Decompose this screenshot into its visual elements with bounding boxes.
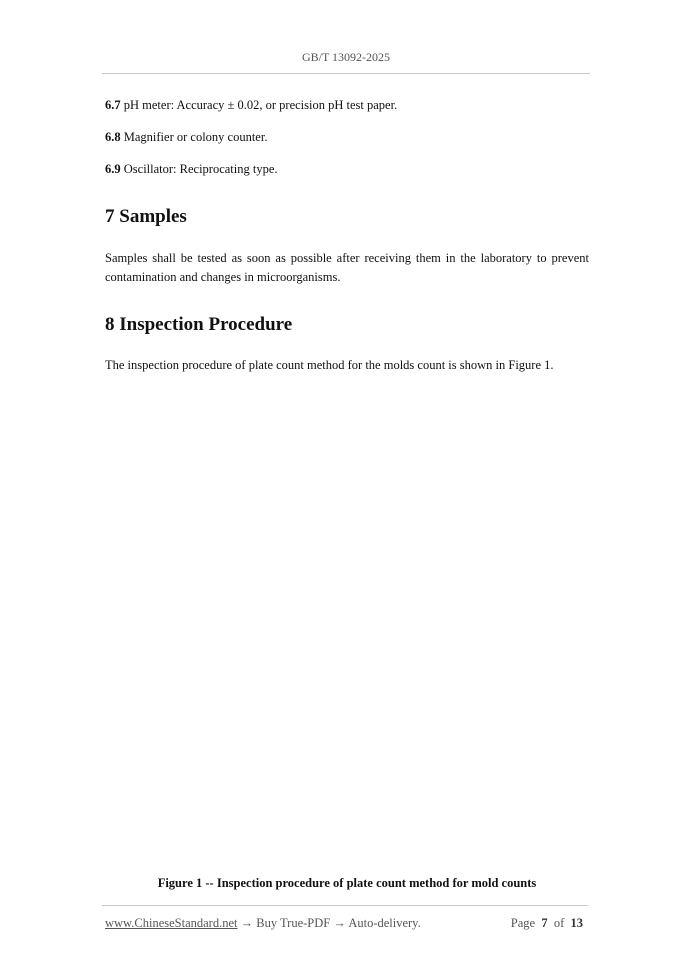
site-link[interactable]: www.ChineseStandard.net [105,916,238,930]
section-paragraph-inspection-procedure: The inspection procedure of plate count method for the molds count is shown in Figure 1. [105,358,554,372]
clause-text: Oscillator: Reciprocating type. [120,162,278,176]
of-label: of [553,916,565,930]
clause-number: 6.8 [105,130,121,144]
page-total: 13 [570,916,583,930]
footer-links [105,916,421,931]
clause-6-9 [105,161,278,177]
running-header: GB/T 13092-2025 [301,50,391,64]
clause-6-8 [105,129,267,145]
buy-true-pdf-text: Buy True-PDF [256,916,331,930]
arrow-right-icon: → [333,916,346,930]
page-label: Page [510,916,536,930]
page-indicator [511,916,583,931]
section-heading-inspection-procedure: 8 Inspection Procedure [105,314,293,335]
clause-number: 6.7 [105,98,121,112]
figure-caption: Figure 1 -- Inspection procedure of plate count method for mold counts [157,876,537,890]
section-heading-samples: 7 Samples [105,206,187,227]
clause-text: Magnifier or colony counter. [120,130,268,144]
header-divider [102,73,590,74]
figure-placeholder [105,385,589,865]
section-paragraph-samples: Samples shall be tested as soon as possible after receiving them in the laboratory to prevent contamination and changes in microorganisms. [105,251,589,284]
clause-6-7 [105,97,397,113]
footer-divider [102,905,588,906]
arrow-right-icon: → [240,916,254,930]
auto-delivery-text: Auto-delivery. [348,916,421,930]
clause-number: 6.9 [105,162,121,176]
page-current: 7 [541,916,548,930]
clause-text: pH meter: Accuracy ± 0.02, or precision pH test paper. [120,98,398,112]
